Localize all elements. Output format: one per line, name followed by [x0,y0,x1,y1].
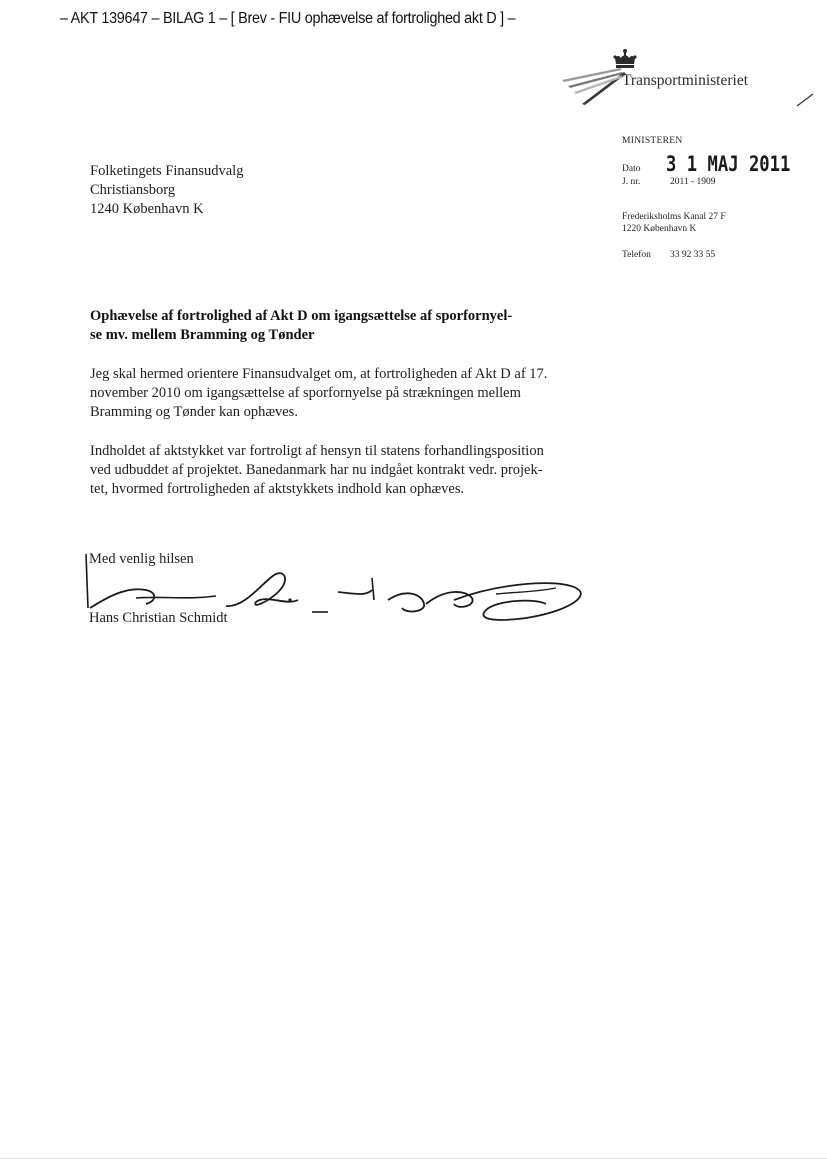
transport-swoosh-icon [560,62,630,106]
body-paragraph-2 [90,442,590,499]
sender-address-line1: Frederiksholms Kanal 27 F [622,212,726,222]
phone-label: Telefon [622,250,651,260]
recipient-line: Christiansborg [90,182,176,198]
pen-mark-icon [795,92,815,108]
closing-salutation: Med venlig hilsen [89,551,194,567]
ministry-logo [560,46,790,106]
body-paragraph-1 [90,365,590,422]
body-line: ved udbuddet af projektet. Banedanmark har nu indgået kontrakt vedr. projek- [90,462,543,478]
page-bottom-edge [0,1158,827,1159]
letter-subject [90,307,590,345]
body-line: Bramming og Tønder kan ophæves. [90,404,298,420]
body-line: november 2010 om igangsættelse af sporfornyelse på strækningen mellem [90,385,521,401]
date-stamp: 3 1 MAJ 2011 [666,152,791,176]
subject-line: se mv. mellem Bramming og Tønder [90,327,315,343]
recipient-line: 1240 København K [90,201,204,217]
journal-number-label: J. nr. [622,177,641,187]
body-line: Jeg skal hermed orientere Finansudvalget om, at fortroligheden af Akt D af 17. [90,366,548,382]
recipient-address [90,162,243,219]
phone-value: 33 92 33 55 [670,250,716,260]
document-stamp-header: – AKT 139647 – BILAG 1 – [ Brev - FIU ophævelse af fortrolighed akt D ] – [60,10,516,27]
body-line: Indholdet af aktstykket var fortroligt af hensyn til statens forhandlingsposition [90,443,544,459]
signer-name: Hans Christian Schmidt [89,610,228,626]
date-label: Dato [622,164,641,174]
sender-department: MINISTEREN [622,136,683,146]
journal-number-value: 2011 - 1909 [670,177,716,187]
ministry-name: Transportministeriet [622,72,749,89]
body-line: tet, hvormed fortroligheden af aktstykkets indhold kan ophæves. [90,481,465,497]
sender-address-line2: 1220 København K [622,224,697,234]
subject-line: Ophævelse af fortrolighed af Akt D om igangsættelse af sporfornyel- [90,308,513,324]
recipient-line: Folketingets Finansudvalg [90,163,244,179]
